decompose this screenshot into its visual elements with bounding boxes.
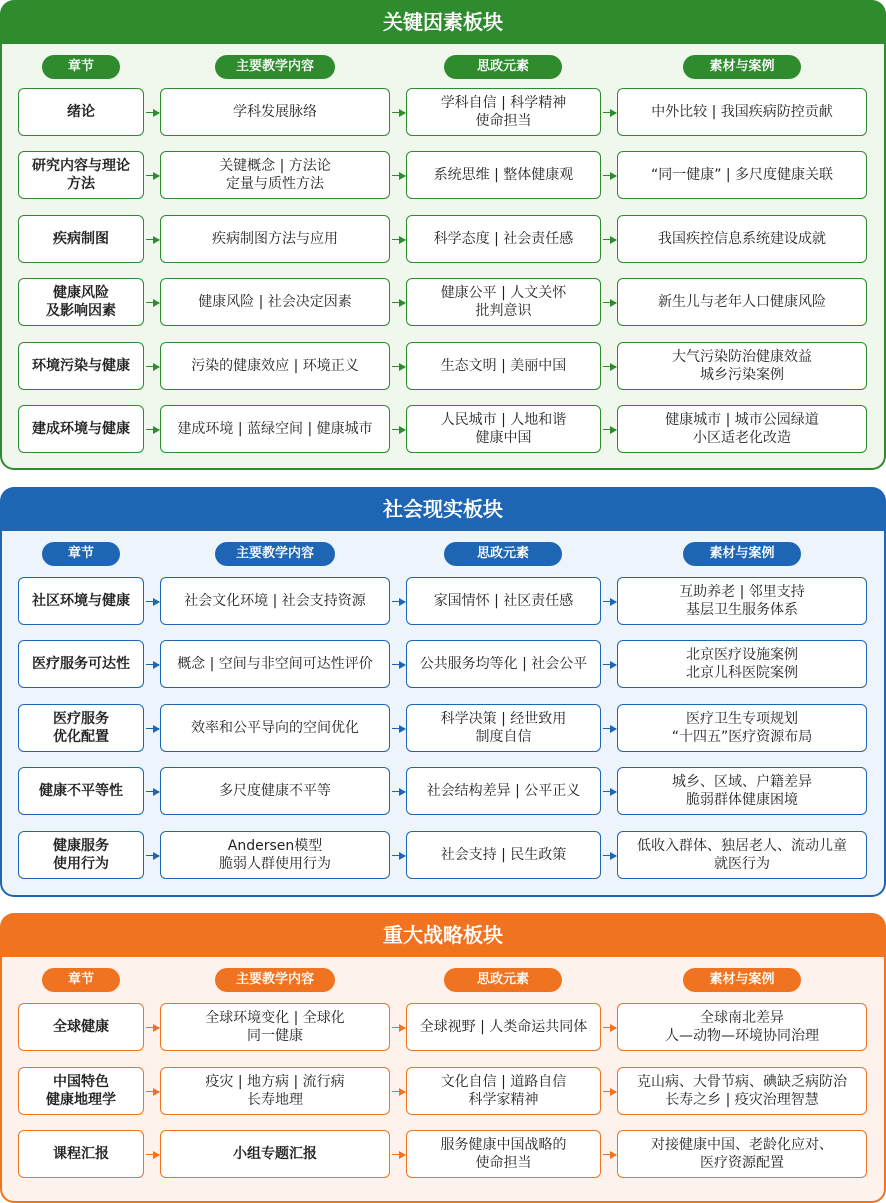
cell-box: 北京医疗设施案例 北京儿科医院案例 bbox=[617, 640, 867, 688]
cell-box: 课程汇报 bbox=[18, 1130, 144, 1178]
cell-box: 科学决策 | 经世致用 制度自信 bbox=[406, 704, 601, 752]
cell-box: 医疗卫生专项规划 “十四五”医疗资源布局 bbox=[617, 704, 867, 752]
cell-box: 全球南北差异 人—动物—环境协同治理 bbox=[617, 1003, 867, 1051]
arrow-connector bbox=[146, 1091, 159, 1092]
cell-box: 多尺度健康不平等 bbox=[160, 767, 390, 815]
cell-box: 疾病制图方法与应用 bbox=[160, 215, 390, 263]
arrow-connector bbox=[146, 664, 159, 665]
arrow-connector bbox=[146, 175, 159, 176]
column-header-pill: 思政元素 bbox=[444, 55, 562, 79]
arrow-connector bbox=[603, 664, 616, 665]
arrow-connector bbox=[146, 791, 159, 792]
cell-box: 低收入群体、独居老人、流动儿童 就医行为 bbox=[617, 831, 867, 879]
cell-box: 家国情怀 | 社区责任感 bbox=[406, 577, 601, 625]
section-title: 重大战略板块 bbox=[0, 913, 886, 957]
cell-box: 对接健康中国、老龄化应对、 医疗资源配置 bbox=[617, 1130, 867, 1178]
column-header-pill: 思政元素 bbox=[444, 968, 562, 992]
column-header-pill: 主要教学内容 bbox=[215, 55, 335, 79]
arrow-connector bbox=[146, 112, 159, 113]
arrow-connector bbox=[146, 239, 159, 240]
cell-box: 社会支持 | 民生政策 bbox=[406, 831, 601, 879]
arrow-connector bbox=[603, 302, 616, 303]
cell-box: 污染的健康效应 | 环境正义 bbox=[160, 342, 390, 390]
cell-box: 城乡、区域、户籍差异 脆弱群体健康困境 bbox=[617, 767, 867, 815]
arrow-connector bbox=[392, 239, 405, 240]
column-header-pill: 章节 bbox=[42, 968, 120, 992]
arrow-connector bbox=[392, 175, 405, 176]
cell-box: 全球健康 bbox=[18, 1003, 144, 1051]
cell-box: 社区环境与健康 bbox=[18, 577, 144, 625]
cell-box: 公共服务均等化 | 社会公平 bbox=[406, 640, 601, 688]
cell-box: 互助养老 | 邻里支持 基层卫生服务体系 bbox=[617, 577, 867, 625]
cell-box: 克山病、大骨节病、碘缺乏病防治 长寿之乡 | 疫灾治理智慧 bbox=[617, 1067, 867, 1115]
arrow-connector bbox=[146, 1027, 159, 1028]
cell-box: “同一健康” | 多尺度健康关联 bbox=[617, 151, 867, 199]
cell-box: 健康城市 | 城市公园绿道 小区适老化改造 bbox=[617, 405, 867, 453]
cell-box: 小组专题汇报 bbox=[160, 1130, 390, 1178]
column-header-pill: 素材与案例 bbox=[683, 968, 801, 992]
cell-box: 科学态度 | 社会责任感 bbox=[406, 215, 601, 263]
column-header-pill: 章节 bbox=[42, 55, 120, 79]
cell-box: 健康公平 | 人文关怀 批判意识 bbox=[406, 278, 601, 326]
cell-box: 关键概念 | 方法论 定量与质性方法 bbox=[160, 151, 390, 199]
section-title: 关键因素板块 bbox=[0, 0, 886, 44]
arrow-connector bbox=[603, 1091, 616, 1092]
cell-box: 学科发展脉络 bbox=[160, 88, 390, 136]
arrow-connector bbox=[392, 366, 405, 367]
arrow-connector bbox=[146, 728, 159, 729]
arrow-connector bbox=[392, 429, 405, 430]
arrow-connector bbox=[392, 855, 405, 856]
column-header-pill: 主要教学内容 bbox=[215, 968, 335, 992]
cell-box: 中国特色 健康地理学 bbox=[18, 1067, 144, 1115]
cell-box: 建成环境 | 蓝绿空间 | 健康城市 bbox=[160, 405, 390, 453]
column-header-pill: 素材与案例 bbox=[683, 55, 801, 79]
arrow-connector bbox=[146, 855, 159, 856]
column-header-pill: 主要教学内容 bbox=[215, 542, 335, 566]
cell-box: 健康风险 | 社会决定因素 bbox=[160, 278, 390, 326]
cell-box: 学科自信 | 科学精神 使命担当 bbox=[406, 88, 601, 136]
arrow-connector bbox=[603, 366, 616, 367]
cell-box: 研究内容与理论 方法 bbox=[18, 151, 144, 199]
arrow-connector bbox=[392, 1027, 405, 1028]
arrow-connector bbox=[603, 791, 616, 792]
arrow-connector bbox=[146, 366, 159, 367]
cell-box: 文化自信 | 道路自信 科学家精神 bbox=[406, 1067, 601, 1115]
cell-box: 服务健康中国战略的 使命担当 bbox=[406, 1130, 601, 1178]
cell-box: 大气污染防治健康效益 城乡污染案例 bbox=[617, 342, 867, 390]
column-header-pill: 思政元素 bbox=[444, 542, 562, 566]
arrow-connector bbox=[146, 601, 159, 602]
arrow-connector bbox=[392, 601, 405, 602]
arrow-connector bbox=[603, 239, 616, 240]
cell-box: 中外比较 | 我国疾病防控贡献 bbox=[617, 88, 867, 136]
arrow-connector bbox=[392, 1091, 405, 1092]
arrow-connector bbox=[392, 664, 405, 665]
cell-box: 生态文明 | 美丽中国 bbox=[406, 342, 601, 390]
section-title: 社会现实板块 bbox=[0, 487, 886, 531]
arrow-connector bbox=[603, 728, 616, 729]
arrow-connector bbox=[392, 1154, 405, 1155]
column-header-pill: 章节 bbox=[42, 542, 120, 566]
cell-box: 医疗服务 优化配置 bbox=[18, 704, 144, 752]
cell-box: 健康不平等性 bbox=[18, 767, 144, 815]
cell-box: 全球环境变化 | 全球化 同一健康 bbox=[160, 1003, 390, 1051]
cell-box: 人民城市 | 人地和谐 健康中国 bbox=[406, 405, 601, 453]
column-header-pill: 素材与案例 bbox=[683, 542, 801, 566]
arrow-connector bbox=[392, 791, 405, 792]
arrow-connector bbox=[146, 302, 159, 303]
arrow-connector bbox=[146, 1154, 159, 1155]
arrow-connector bbox=[392, 302, 405, 303]
cell-box: 社会结构差异 | 公平正义 bbox=[406, 767, 601, 815]
cell-box: 环境污染与健康 bbox=[18, 342, 144, 390]
arrow-connector bbox=[392, 728, 405, 729]
cell-box: 医疗服务可达性 bbox=[18, 640, 144, 688]
cell-box: 健康风险 及影响因素 bbox=[18, 278, 144, 326]
arrow-connector bbox=[603, 601, 616, 602]
cell-box: 疾病制图 bbox=[18, 215, 144, 263]
cell-box: 建成环境与健康 bbox=[18, 405, 144, 453]
cell-box: Andersen模型 脆弱人群使用行为 bbox=[160, 831, 390, 879]
cell-box: 绪论 bbox=[18, 88, 144, 136]
arrow-connector bbox=[603, 112, 616, 113]
cell-box: 全球视野 | 人类命运共同体 bbox=[406, 1003, 601, 1051]
cell-box: 新生儿与老年人口健康风险 bbox=[617, 278, 867, 326]
arrow-connector bbox=[603, 429, 616, 430]
cell-box: 我国疾控信息系统建设成就 bbox=[617, 215, 867, 263]
cell-box: 健康服务 使用行为 bbox=[18, 831, 144, 879]
cell-box: 概念 | 空间与非空间可达性评价 bbox=[160, 640, 390, 688]
cell-box: 系统思维 | 整体健康观 bbox=[406, 151, 601, 199]
cell-box: 疫灾 | 地方病 | 流行病 长寿地理 bbox=[160, 1067, 390, 1115]
arrow-connector bbox=[146, 429, 159, 430]
arrow-connector bbox=[603, 1154, 616, 1155]
arrow-connector bbox=[392, 112, 405, 113]
arrow-connector bbox=[603, 175, 616, 176]
arrow-connector bbox=[603, 1027, 616, 1028]
arrow-connector bbox=[603, 855, 616, 856]
cell-box: 社会文化环境 | 社会支持资源 bbox=[160, 577, 390, 625]
cell-box: 效率和公平导向的空间优化 bbox=[160, 704, 390, 752]
